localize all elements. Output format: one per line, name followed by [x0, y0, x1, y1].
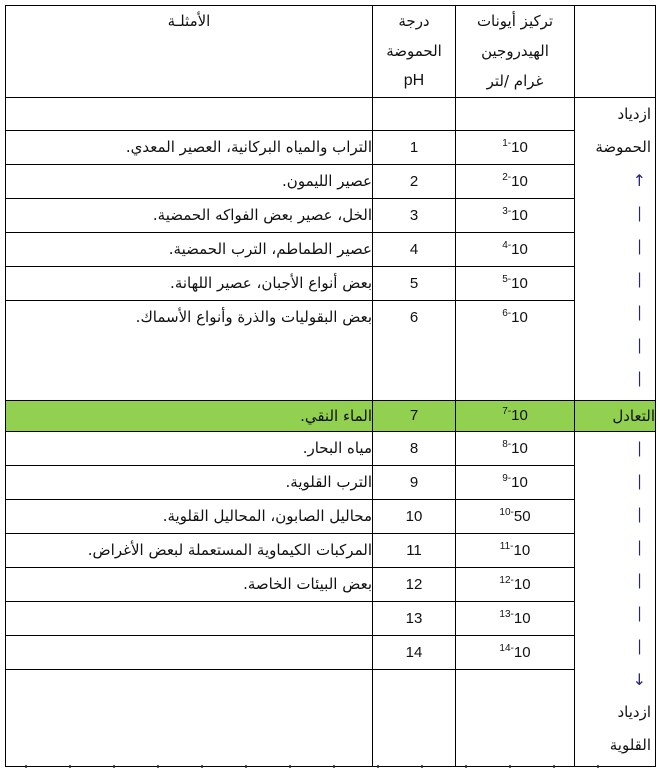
ph-value-cell: 9	[373, 466, 456, 500]
ph-header-cell	[373, 6, 456, 98]
clipped-caption-fragments	[25, 765, 635, 768]
trend-bar-icon: |	[636, 303, 642, 321]
concentration-cell: $^{10-}$50	[456, 500, 575, 534]
concentration-cell: $^{13-}$10	[456, 602, 575, 636]
acidity-label-line2: الحموضة	[595, 138, 651, 156]
trend-bar-icon: |	[636, 637, 642, 655]
ph-value-cell: 4	[373, 233, 456, 267]
table-row-ph9	[6, 466, 656, 500]
alkalinity-label-line1: ازدياد	[617, 703, 651, 721]
concentration-cell: $^{11-}$10	[456, 534, 575, 568]
trend-header-cell	[575, 6, 656, 98]
acidity-trend-cell	[575, 98, 656, 401]
table-row-ph14	[6, 636, 656, 670]
examples-header-cell	[6, 6, 373, 98]
table-row-ph3	[6, 199, 656, 233]
trend-bar-icon: |	[636, 270, 642, 288]
examples-header-label: الأمثلـة	[167, 12, 211, 30]
ph-value-cell: 6	[373, 301, 456, 401]
trend-bar-icon: |	[636, 336, 642, 354]
ph-value-cell: 14	[373, 636, 456, 670]
example-cell: الترب القلوية.	[6, 466, 373, 500]
trend-bar-icon: |	[636, 439, 642, 457]
example-cell	[6, 602, 373, 636]
concentration-cell: $^{7-}$10	[456, 401, 575, 432]
example-cell: مياه البحار.	[6, 432, 373, 466]
empty-cell	[456, 98, 575, 131]
example-cell: الخل، عصير بعض الفواكه الحمضية.	[6, 199, 373, 233]
trend-bar-icon: |	[636, 538, 642, 556]
concentration-cell: $^{12-}$10	[456, 568, 575, 602]
table-row-ph8	[6, 432, 656, 466]
example-cell	[6, 636, 373, 670]
ph-value-cell: 2	[373, 165, 456, 199]
concentration-cell: $^{4-}$10	[456, 233, 575, 267]
ph-value-cell: 12	[373, 568, 456, 602]
empty-cell	[456, 670, 575, 767]
example-cell: التراب والمياه البركانية، العصير المعدي.	[6, 131, 373, 165]
concentration-cell: $^{5-}$10	[456, 267, 575, 301]
empty-cell	[6, 98, 373, 131]
table-row-ph12	[6, 568, 656, 602]
concentration-cell: $^{2-}$10	[456, 165, 575, 199]
spacer-row	[6, 98, 656, 131]
ph-value-cell: 8	[373, 432, 456, 466]
trend-bar-icon: |	[636, 505, 642, 523]
table-row-ph11	[6, 534, 656, 568]
concentration-cell: $^{6-}$10	[456, 301, 575, 401]
trend-bar-icon: |	[636, 472, 642, 490]
table-row-ph4	[6, 233, 656, 267]
ph-value-cell: 11	[373, 534, 456, 568]
table-row-ph7-neutral	[6, 401, 656, 432]
concentration-header-line1: تركيز أيونات	[476, 12, 554, 30]
concentration-cell: $^{9-}$10	[456, 466, 575, 500]
example-cell: المركبات الكيماوية المستعملة لبعض الأغراض.	[6, 534, 373, 568]
acidity-label-line1: ازدياد	[617, 105, 651, 123]
concentration-cell: $^{8-}$10	[456, 432, 575, 466]
table-row-ph10	[6, 500, 656, 534]
concentration-header-line3: غرام /لتر	[486, 72, 544, 90]
example-cell: محاليل الصابون، المحاليل القلوية.	[6, 500, 373, 534]
concentration-cell: $^{14-}$10	[456, 636, 575, 670]
trend-bar-icon: |	[636, 237, 642, 255]
bottom-spacer-row	[6, 670, 656, 767]
empty-cell	[373, 98, 456, 131]
concentration-header-cell	[456, 6, 575, 98]
empty-cell	[373, 670, 456, 767]
ph-value-cell: 5	[373, 267, 456, 301]
example-cell: بعض أنواع الأجبان، عصير اللهانة.	[6, 267, 373, 301]
ph-header-line2: الحموضة	[386, 42, 442, 60]
ph-value-cell: 10	[373, 500, 456, 534]
ph-value-cell: 1	[373, 131, 456, 165]
table-row-ph2	[6, 165, 656, 199]
ph-scale-table	[5, 5, 656, 767]
table-row-ph5	[6, 267, 656, 301]
ph-header-symbol: pH	[403, 72, 425, 89]
trend-bar-icon: |	[636, 571, 642, 589]
ph-value-cell: 7	[373, 401, 456, 432]
up-arrow-icon: ↑	[632, 171, 646, 190]
table-row-ph13	[6, 602, 656, 636]
concentration-cell: $^{3-}$10	[456, 199, 575, 233]
empty-cell	[6, 670, 373, 767]
ph-value-cell: 13	[373, 602, 456, 636]
ph-header-line1: درجة	[398, 12, 430, 30]
down-arrow-icon: ↓	[632, 670, 646, 689]
concentration-header-line2: الهيدروجين	[481, 42, 549, 60]
example-cell: بعض البيئات الخاصة.	[6, 568, 373, 602]
trend-bar-icon: |	[636, 369, 642, 387]
header-row	[6, 6, 656, 98]
neutral-label-cell: التعادل	[575, 401, 656, 432]
trend-bar-icon: |	[636, 604, 642, 622]
alkalinity-trend-cell	[575, 432, 656, 767]
concentration-cell: $^{1-}$10	[456, 131, 575, 165]
table-row-ph1	[6, 131, 656, 165]
alkalinity-label-line2: القلوية	[609, 736, 651, 754]
trend-bar-icon: |	[636, 204, 642, 222]
example-cell: بعض البقوليات والذرة وأنواع الأسماك.	[6, 301, 373, 401]
ph-value-cell: 3	[373, 199, 456, 233]
example-cell: عصير الطماطم، الترب الحمضية.	[6, 233, 373, 267]
example-cell: عصير الليمون.	[6, 165, 373, 199]
example-cell: الماء النقي.	[6, 401, 373, 432]
table-row-ph6	[6, 301, 656, 401]
